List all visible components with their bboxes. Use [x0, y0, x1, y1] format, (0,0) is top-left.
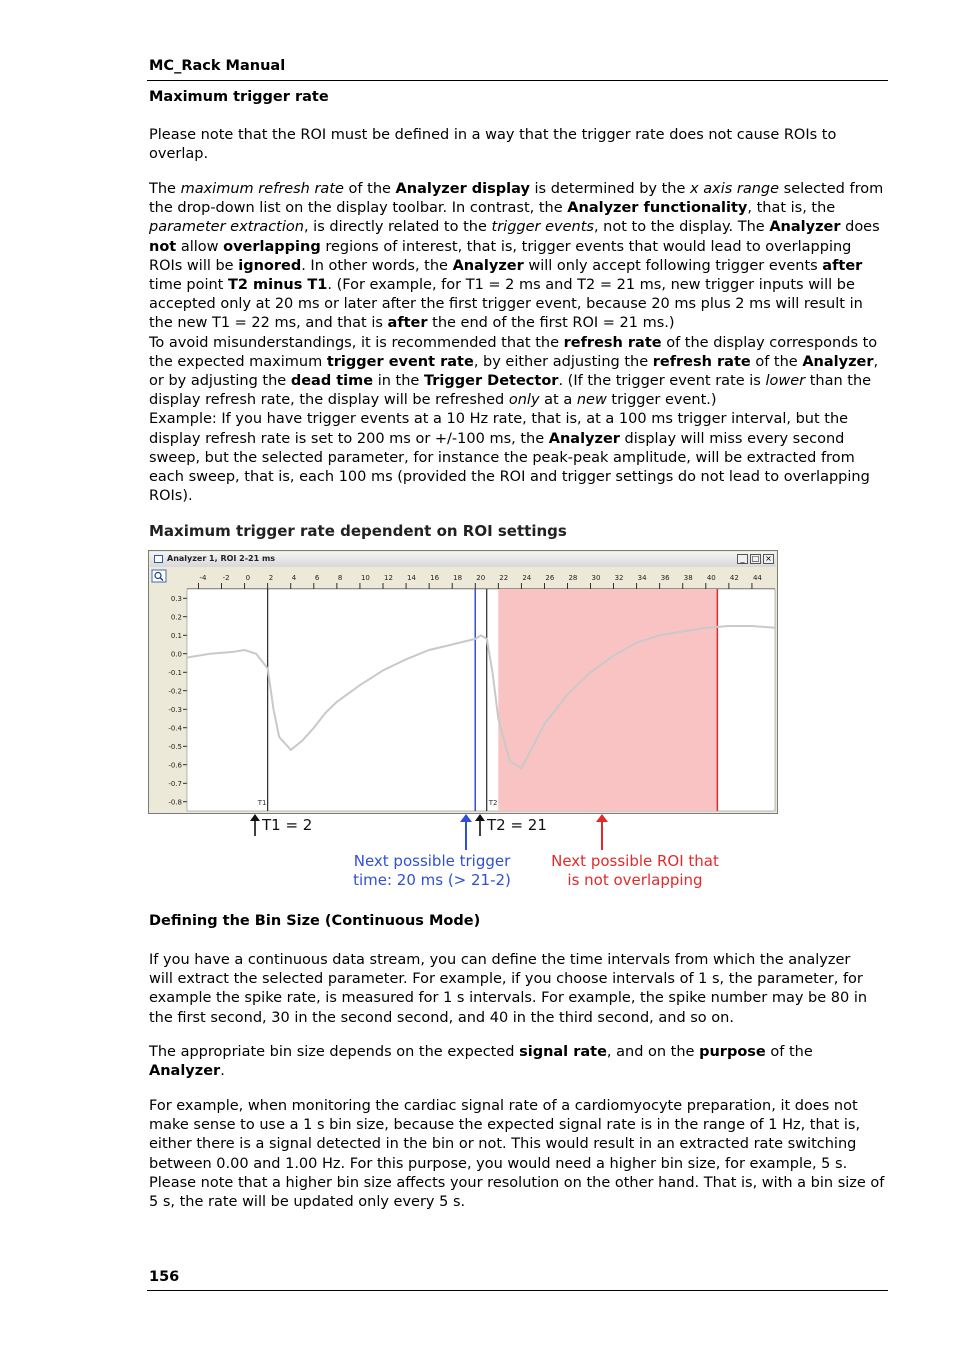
text-run: the end of the first ROI = 21 ms.) [427, 315, 675, 332]
t1-arrow [250, 814, 260, 836]
x-tick-label: 18 [453, 574, 463, 582]
t1-marker-label: T1 [257, 799, 267, 807]
y-tick-label: 0.3 [170, 594, 182, 603]
x-tick-label: 36 [660, 574, 670, 582]
text-run: of the [765, 1044, 813, 1060]
text-run: of the [750, 353, 803, 370]
text-run: selected from the drop-down list on the display toolbar. In contrast, the [149, 181, 884, 217]
y-tick-label: 0.1 [170, 631, 182, 640]
bold-term: Trigger Detector [423, 373, 559, 390]
text-run: , that is, the [747, 200, 836, 217]
x-tick-label: 8 [337, 574, 343, 582]
text-run: in the [373, 373, 424, 390]
bold-term: Analyzer [548, 430, 620, 447]
red-arrow [596, 814, 608, 850]
text-run: does [840, 219, 880, 236]
bold-term: Analyzer display [395, 181, 530, 197]
y-tick-label: -0.5 [168, 742, 182, 751]
x-tick-label: 4 [291, 574, 297, 582]
text-run: at a [539, 392, 577, 409]
y-tick-label: -0.1 [168, 668, 182, 677]
bold-term: signal rate [519, 1044, 607, 1060]
next-roi-note-line1: Next possible ROI that [551, 852, 719, 870]
y-axis-panel [151, 589, 187, 811]
italic-term: trigger events [491, 219, 594, 236]
text-run: . In other words, the [301, 257, 453, 274]
window-titlebar [150, 552, 776, 568]
paragraph-bin-size-depends [149, 1043, 849, 1081]
x-axis-ruler [187, 585, 775, 589]
analyzer-plot [149, 567, 777, 813]
text-run: The [149, 181, 181, 197]
bold-term: T2 minus T1 [227, 277, 328, 294]
x-tick-label: 0 [245, 574, 251, 582]
roi-band [498, 589, 717, 811]
x-tick-label: 30 [591, 574, 601, 582]
analyzer-window [148, 550, 778, 814]
x-tick-label: 28 [568, 574, 578, 582]
x-tick-label: 10 [360, 574, 370, 582]
y-tick-label: -0.3 [168, 705, 182, 714]
bold-term: refresh rate [563, 334, 662, 351]
text-run: , or by adjusting the [149, 353, 879, 390]
italic-term: lower [765, 373, 806, 390]
bold-term: ignored [238, 257, 302, 274]
text-run: To avoid misunderstandings, it is recommended that the [149, 334, 564, 351]
maximize-button[interactable]: □ [751, 554, 760, 563]
text-run: . (For example, for T1 = 2 ms and T2 = 21 ms, new trigger inputs will be accepted only at 20 ms or later after the first trigger event, because 20 ms plus 2 ms will result in the new T1 = 22 ms, and that is [149, 277, 863, 332]
bold-term: Analyzer [769, 219, 841, 236]
bold-term: not [149, 238, 177, 255]
text-run: regions of interest, that is, trigger events that would lead to overlapping ROIs will be [149, 238, 852, 274]
next-trigger-note-line1: Next possible trigger [353, 852, 511, 870]
y-tick-label: -0.6 [168, 761, 182, 770]
y-tick-label: -0.2 [168, 687, 182, 696]
text-run: , by either adjusting the [473, 353, 653, 370]
text-run: The appropriate bin size depends on the expected [149, 1044, 520, 1060]
window-title-text: Analyzer 1, ROI 2-21 ms [167, 554, 276, 563]
text-run: , not to the display. The [593, 219, 770, 236]
text-run: time point [149, 277, 228, 294]
italic-term: x axis range [690, 181, 780, 197]
x-tick-label: 12 [384, 574, 393, 582]
x-tick-label: -4 [199, 574, 207, 582]
y-tick-label: -0.7 [168, 779, 182, 788]
text-run: , is directly related to the [303, 219, 492, 236]
next-roi-note [540, 852, 730, 890]
x-tick-label: 26 [545, 574, 555, 582]
figure-caption: Maximum trigger rate dependent on ROI settings [149, 522, 567, 540]
paragraph-refresh-rate [149, 180, 889, 506]
section-heading-max-trigger-rate: Maximum trigger rate [149, 89, 329, 105]
italic-term: new [576, 392, 607, 409]
text-run: . (If the trigger event rate is [558, 373, 766, 390]
x-tick-label: 42 [729, 574, 739, 582]
bold-term: after [822, 257, 863, 274]
page-header-title: MC_Rack Manual [149, 58, 286, 74]
paragraph-roi-note: Please note that the ROI must be defined in a way that the trigger rate does not cause ROIs to overlap. [149, 127, 837, 163]
bold-term: overlapping [223, 238, 321, 255]
x-tick-label: -2 [222, 574, 230, 582]
page-number: 156 [149, 1269, 180, 1285]
x-tick-label: 24 [522, 574, 532, 582]
footer-rule [147, 1290, 888, 1291]
bold-term: purpose [699, 1044, 766, 1060]
text-run: Example: If you have trigger events at a 10 Hz rate, that is, at a 100 ms trigger interval, but the display refresh rate is set to 200 ms or +/-100 ms, the [149, 411, 849, 447]
next-trigger-note-line2: time: 20 ms (> 21-2) [353, 871, 511, 889]
italic-term: maximum refresh rate [180, 181, 344, 197]
window-app-icon [154, 555, 163, 563]
zoom-button[interactable] [152, 570, 166, 582]
bold-term: Analyzer functionality [567, 200, 748, 217]
blue-arrow [460, 814, 472, 850]
text-run: allow [176, 238, 224, 255]
next-trigger-note [342, 852, 522, 890]
bold-term: trigger event rate [326, 353, 474, 370]
x-tick-label: 44 [752, 574, 762, 582]
x-tick-label: 22 [499, 574, 509, 582]
x-tick-label: 32 [614, 574, 624, 582]
x-tick-label: 34 [637, 574, 647, 582]
x-tick-label: 38 [683, 574, 693, 582]
bold-term: after [387, 315, 428, 332]
text-run: than the display refresh rate, the display will be refreshed [149, 373, 872, 409]
paragraph-continuous-stream: If you have a continuous data stream, you can define the time intervals from which the analyzer will extract the selected parameter. For example, if you choose intervals of 1 s, the parameter, for example the spike rate, is measured for 1 s intervals. For example, the spike number may be 80 in the first second, 30 in the second second, and 40 in the third second, and so on. [149, 952, 868, 1026]
text-run: trigger event.) [606, 392, 717, 409]
x-tick-label: 40 [706, 574, 716, 582]
t2-arrow [475, 814, 485, 836]
t2-marker-label: T2 [488, 799, 498, 807]
text-run: . [220, 1063, 225, 1080]
text-run: will only accept following trigger events [523, 257, 823, 274]
y-tick-label: -0.4 [168, 724, 182, 733]
bold-term: Analyzer [149, 1063, 221, 1080]
text-run: is determined by the [529, 181, 691, 197]
x-tick-label: 20 [476, 574, 486, 582]
header-rule [147, 80, 888, 81]
x-tick-label: 6 [314, 574, 320, 582]
italic-term: only [508, 392, 540, 409]
x-tick-label: 2 [268, 574, 274, 582]
y-tick-label: 0.2 [170, 613, 182, 622]
text-run: , and on the [606, 1044, 700, 1060]
section-heading-bin-size: Defining the Bin Size (Continuous Mode) [149, 913, 481, 929]
text-run: of the [343, 181, 396, 197]
bold-term: Analyzer [802, 353, 874, 370]
italic-term: parameter extraction [149, 219, 304, 236]
y-tick-label: -0.8 [168, 798, 182, 807]
x-tick-label: 16 [430, 574, 440, 582]
bold-term: dead time [290, 373, 374, 390]
next-roi-note-line2: is not overlapping [567, 871, 703, 889]
bold-term: refresh rate [652, 353, 751, 370]
x-tick-label: 14 [407, 574, 416, 582]
paragraph-cardiac-example: For example, when monitoring the cardiac signal rate of a cardiomyocyte preparation, it does not make sense to use a 1 s bin size, because the expected signal rate is in the range of 1 Hz, that is, either there is a signal detected in the bin or not. This would result in an extracted rate switching between 0.00 and 1.00 Hz. For this purpose, you would need a higher bin size, for example, 5 s. Please note that a higher bin size affects your resolution on the other hand. That is, with a bin size of 5 s, the rate will be updated only every 5 s. [149, 1098, 885, 1211]
y-tick-label: 0.0 [170, 650, 182, 659]
t2-arrow-label: T2 = 21 [487, 816, 547, 834]
bold-term: Analyzer [452, 257, 524, 274]
minimize-button[interactable]: _ [737, 554, 748, 564]
text-run: of the display corresponds to the expected maximum [149, 334, 878, 370]
close-button[interactable]: × [763, 554, 774, 564]
text-run: display will miss every second sweep, but the selected parameter, for instance the peak-peak amplitude, will be extracted from each sweep, that is, each 100 ms (provided the ROI and trigger settings do not lead to overlapping ROIs). [149, 430, 870, 505]
t1-arrow-label: T1 = 2 [262, 816, 313, 834]
